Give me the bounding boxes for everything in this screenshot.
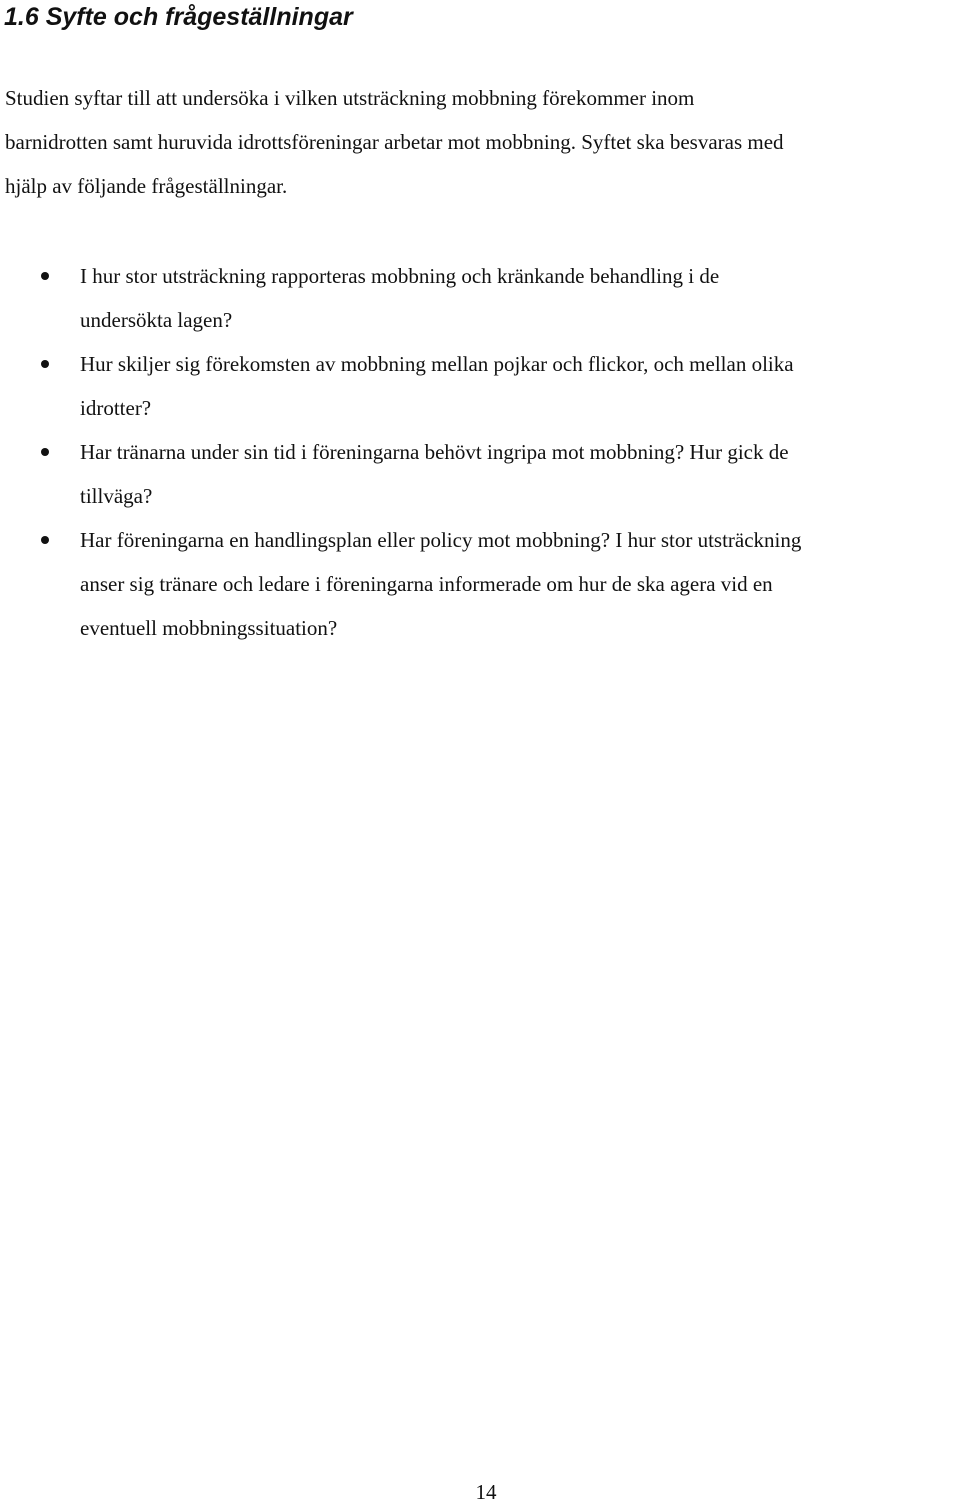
question-line: eventuell mobbningssituation?	[80, 616, 338, 640]
intro-line: barnidrotten samt huruvida idrottsföreningar arbetar mot mobbning. Syftet ska besvaras med	[5, 130, 784, 154]
bullet-icon	[41, 272, 49, 280]
section-heading: 1.6 Syfte och frågeställningar	[4, 3, 353, 31]
research-question	[0, 430, 960, 518]
intro-line: hjälp av följande frågeställningar.	[5, 174, 288, 198]
question-line: undersökta lagen?	[80, 308, 233, 332]
intro-line: Studien syftar till att undersöka i vilken utsträckning mobbning förekommer inom	[5, 86, 695, 110]
bullet-icon	[41, 536, 49, 544]
bullet-icon	[41, 360, 49, 368]
page-number: 14	[475, 1480, 497, 1504]
question-line: Har föreningarna en handlingsplan eller policy mot mobbning? I hur stor utsträckning	[80, 528, 802, 552]
question-line: tillväga?	[80, 484, 153, 508]
question-line: Har tränarna under sin tid i föreningarna behövt ingripa mot mobbning? Hur gick de	[80, 440, 789, 464]
question-line: I hur stor utsträckning rapporteras mobbning och kränkande behandling i de	[80, 264, 720, 288]
research-questions-list	[0, 254, 960, 650]
research-question	[0, 518, 960, 650]
question-line: anser sig tränare och ledare i föreningarna informerade om hur de ska agera vid en	[80, 572, 773, 596]
question-line: Hur skiljer sig förekomsten av mobbning mellan pojkar och flickor, och mellan olika	[80, 352, 794, 376]
research-question	[0, 254, 960, 342]
intro-paragraph	[5, 76, 955, 208]
bullet-icon	[41, 448, 49, 456]
question-line: idrotter?	[80, 396, 152, 420]
research-question	[0, 342, 960, 430]
